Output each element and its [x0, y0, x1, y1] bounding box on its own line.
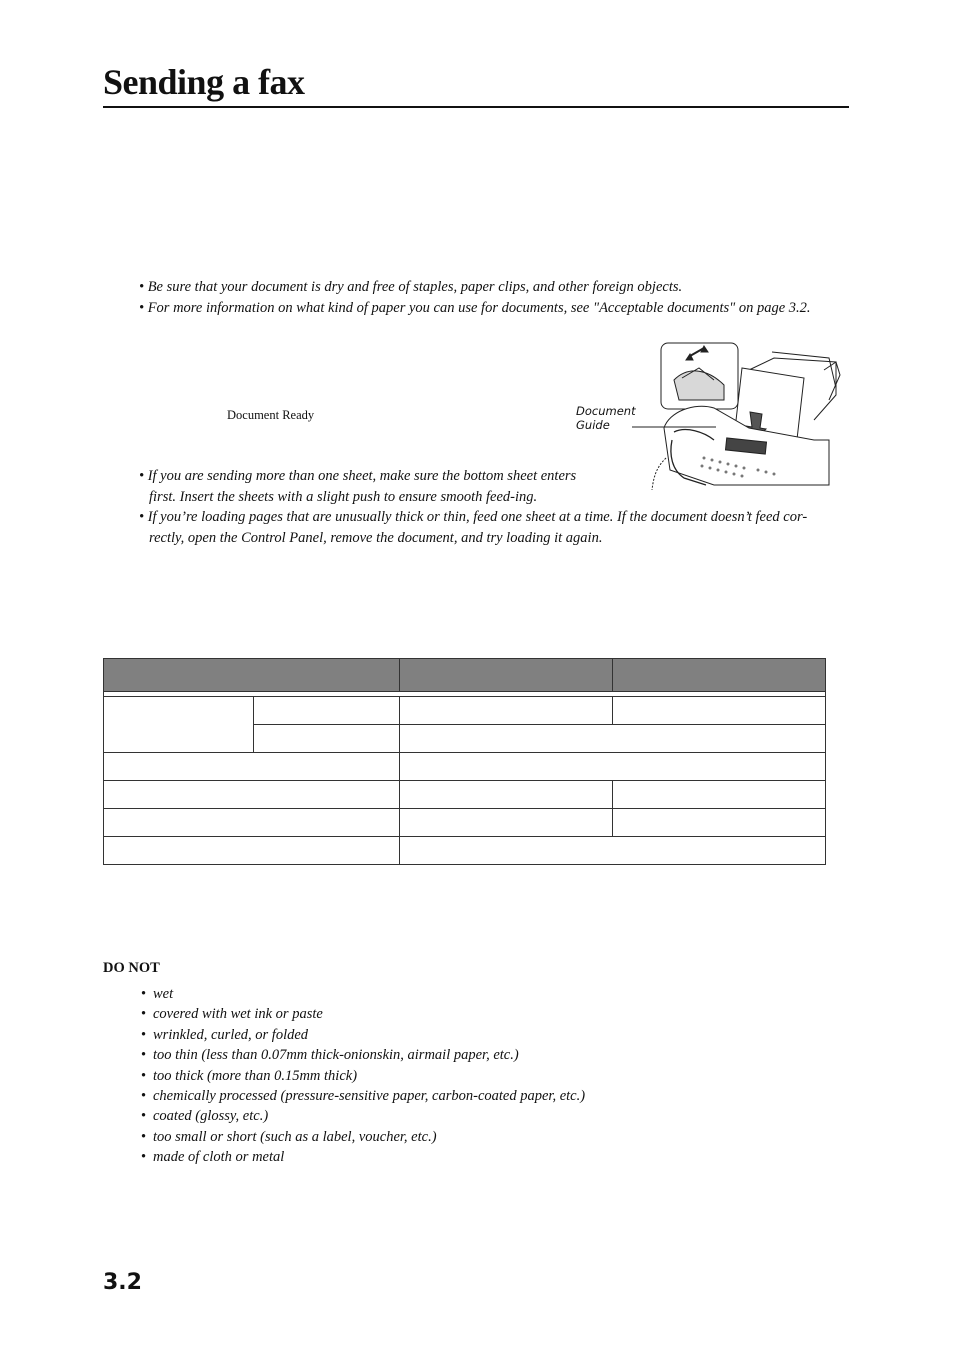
document-guide-label	[576, 404, 636, 432]
notes-top	[139, 277, 859, 318]
list-item: • made of cloth or metal	[141, 1147, 585, 1167]
note-item: • Be sure that your document is dry and free of staples, paper clips, and other foreign objects.	[139, 279, 683, 295]
note-item: • If you are sending more than one sheet, make sure the bottom sheet enters first. Insert the sheets with a slight push to ensure smooth feed-ing.	[139, 468, 577, 505]
table-cell	[400, 697, 613, 725]
table-cell	[613, 809, 826, 837]
table-cell	[400, 753, 826, 781]
table-cell	[400, 725, 826, 753]
do-not-heading: DO NOT	[103, 960, 160, 976]
title-divider	[103, 106, 849, 108]
table-row	[104, 809, 826, 837]
do-not-list	[141, 984, 585, 1168]
page-title: Sending a fax	[103, 62, 305, 102]
guide-label-line: Document	[576, 404, 636, 418]
list-item: • wrinkled, curled, or folded	[141, 1025, 585, 1045]
table-cell	[104, 781, 400, 809]
table-cell	[613, 697, 826, 725]
acceptable-documents-table	[103, 658, 826, 865]
table-row	[104, 837, 826, 865]
note-item: • If you’re loading pages that are unusually thick or thin, feed one sheet at a time. If the document doesn’t feed cor-rectly, open the Control Panel, remove the document, and try loading it again.	[139, 509, 808, 546]
note-item: • For more information on what kind of paper you can use for documents, see "Acceptable documents" on page 3.2.	[139, 299, 811, 316]
table-cell	[104, 809, 400, 837]
table-cell	[254, 725, 400, 753]
table-cell	[400, 837, 826, 865]
page-number: 3.2	[103, 1270, 142, 1295]
table-header-cell	[400, 659, 613, 692]
table-cell	[104, 753, 400, 781]
table-row	[104, 753, 826, 781]
table-header-row	[104, 659, 826, 692]
display-message: Document Ready	[227, 408, 315, 422]
table-cell	[104, 837, 400, 865]
list-item: • too small or short (such as a label, voucher, etc.)	[141, 1127, 585, 1147]
list-item: • chemically processed (pressure-sensitive paper, carbon-coated paper, etc.)	[141, 1086, 585, 1106]
table-cell	[400, 809, 613, 837]
list-item: • wet	[141, 984, 585, 1004]
notes-bottom	[139, 466, 839, 548]
table-cell	[254, 697, 400, 725]
table-cell	[104, 697, 254, 753]
list-item: • too thick (more than 0.15mm thick)	[141, 1066, 585, 1086]
list-item: • covered with wet ink or paste	[141, 1004, 585, 1024]
guide-label-line: Guide	[576, 418, 610, 432]
table-header-cell	[104, 659, 400, 692]
list-item: • coated (glossy, etc.)	[141, 1106, 585, 1126]
list-item: • too thin (less than 0.07mm thick-onionskin, airmail paper, etc.)	[141, 1045, 585, 1065]
table-row	[104, 697, 826, 725]
table-cell	[613, 781, 826, 809]
table-header-cell	[613, 659, 826, 692]
table-cell	[400, 781, 613, 809]
table-row	[104, 781, 826, 809]
